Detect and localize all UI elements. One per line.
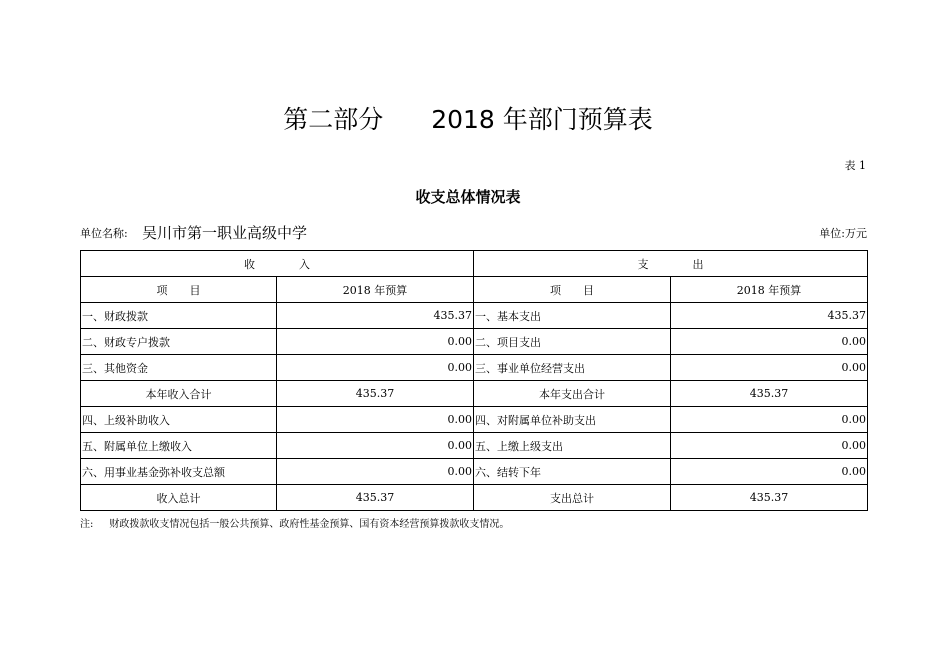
income-subtotal-label: 本年收入合计	[81, 381, 277, 407]
expense-value: 0.00	[671, 329, 868, 355]
income-item: 五、附属单位上缴收入	[81, 433, 277, 459]
income-value: 0.00	[277, 355, 474, 381]
expense-item: 三、事业单位经营支出	[474, 355, 671, 381]
page-title	[0, 100, 936, 136]
title-text: 2018 年部门预算表	[431, 105, 653, 134]
table-row	[81, 303, 868, 329]
org-name: 吴川市第一职业高级中学	[142, 224, 308, 242]
table-subtitle: 收支总体情况表	[415, 188, 521, 206]
expense-value: 0.00	[671, 433, 868, 459]
income-value: 0.00	[277, 407, 474, 433]
income-value: 0.00	[277, 433, 474, 459]
expense-total-value: 435.37	[671, 485, 868, 511]
table-row	[81, 433, 868, 459]
income-value: 0.00	[277, 329, 474, 355]
income-item: 二、财政专户拨款	[81, 329, 277, 355]
column-header-row	[81, 277, 868, 303]
expense-item: 四、对附属单位补助支出	[474, 407, 671, 433]
footnote-label: 注:	[80, 519, 94, 530]
table-row	[81, 329, 868, 355]
expense-item: 二、项目支出	[474, 329, 671, 355]
expense-value: 435.37	[671, 303, 868, 329]
income-value: 435.37	[277, 303, 474, 329]
table-header-row	[81, 251, 868, 277]
unit-label: 单位:万元	[819, 227, 867, 240]
income-item: 三、其他资金	[81, 355, 277, 381]
total-row	[81, 485, 868, 511]
part-label: 第二部分	[283, 105, 384, 134]
expense-item: 一、基本支出	[474, 303, 671, 329]
expense-subtotal-value: 435.37	[671, 381, 868, 407]
expense-item: 五、上缴上级支出	[474, 433, 671, 459]
income-total-label: 收入总计	[81, 485, 277, 511]
expense-total-label: 支出总计	[474, 485, 671, 511]
income-header: 收 入	[81, 251, 474, 277]
income-value: 0.00	[277, 459, 474, 485]
expense-value: 0.00	[671, 459, 868, 485]
income-item: 六、用事业基金弥补收支总额	[81, 459, 277, 485]
expense-value: 0.00	[671, 355, 868, 381]
expense-item-header: 项 目	[474, 277, 671, 303]
unit-info-row	[80, 222, 867, 242]
table-row	[81, 407, 868, 433]
income-item: 一、财政拨款	[81, 303, 277, 329]
income-item: 四、上级补助收入	[81, 407, 277, 433]
expense-budget-header: 2018 年预算	[671, 277, 868, 303]
footnote	[80, 515, 509, 530]
expense-item: 六、结转下年	[474, 459, 671, 485]
table-row	[81, 459, 868, 485]
org-label: 单位名称:	[80, 227, 128, 240]
income-item-header: 项 目	[81, 277, 277, 303]
footnote-text: 财政拨款收支情况包括一般公共预算、政府性基金预算、国有资本经营预算拨款收支情况。	[109, 519, 510, 530]
income-subtotal-value: 435.37	[277, 381, 474, 407]
income-budget-header: 2018 年预算	[277, 277, 474, 303]
subtotal-row	[81, 381, 868, 407]
expense-header: 支 出	[474, 251, 868, 277]
expense-subtotal-label: 本年支出合计	[474, 381, 671, 407]
expense-value: 0.00	[671, 407, 868, 433]
table-number: 表 1	[844, 159, 866, 172]
income-total-value: 435.37	[277, 485, 474, 511]
budget-table	[80, 250, 868, 511]
table-row	[81, 355, 868, 381]
